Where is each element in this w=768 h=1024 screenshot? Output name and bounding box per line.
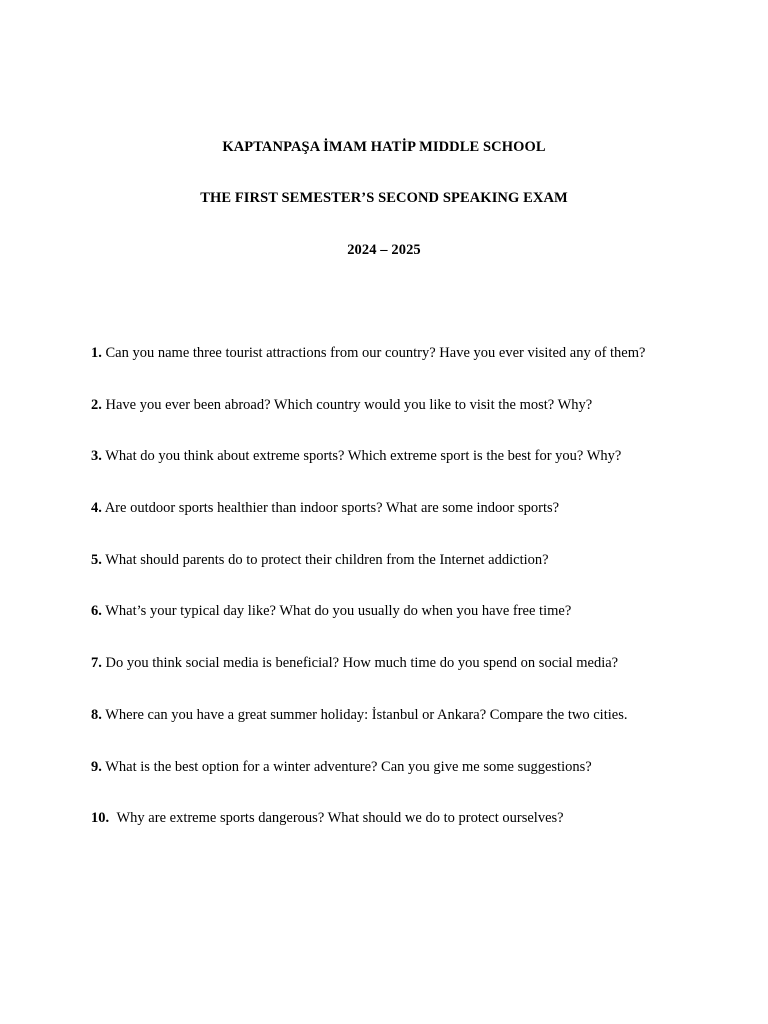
question-text: What should parents do to protect their children from the Internet addiction? <box>105 551 549 568</box>
question-item <box>91 706 751 758</box>
question-number: 10. <box>91 810 110 827</box>
question-item <box>91 809 751 861</box>
question-number: 4. <box>91 500 102 517</box>
school-title: KAPTANPAŞA İMAM HATİP MIDDLE SCHOOL <box>222 139 546 155</box>
question-list <box>91 344 751 861</box>
question-item <box>91 551 751 603</box>
question-item <box>91 344 751 396</box>
question-text: What’s your typical day like? What do you usually do when you have free time? <box>105 603 572 620</box>
question-item <box>91 602 751 654</box>
academic-year: 2024 – 2025 <box>347 242 421 258</box>
question-text: What do you think about extreme sports? Which extreme sport is the best for you? Why? <box>105 448 622 465</box>
question-item <box>91 447 751 499</box>
exam-title: THE FIRST SEMESTER’S SECOND SPEAKING EXAM <box>200 190 568 206</box>
question-number: 9. <box>91 758 102 775</box>
question-number: 5. <box>91 551 102 568</box>
question-item <box>91 758 751 810</box>
question-text: Why are extreme sports dangerous? What should we do to protect ourselves? <box>116 810 564 827</box>
question-item <box>91 654 751 706</box>
question-text: Are outdoor sports healthier than indoor sports? What are some indoor sports? <box>104 500 560 517</box>
question-number: 2. <box>91 396 102 413</box>
question-text: Can you name three tourist attractions from our country? Have you ever visited any of them? <box>105 345 646 361</box>
question-number: 3. <box>91 448 102 465</box>
question-text: What is the best option for a winter adventure? Can you give me some suggestions? <box>105 758 592 775</box>
question-number: 6. <box>91 603 102 620</box>
question-number: 7. <box>91 655 102 672</box>
question-text: Do you think social media is beneficial? How much time do you spend on social media? <box>105 655 619 672</box>
question-item <box>91 499 751 551</box>
question-text: Have you ever been abroad? Which country would you like to visit the most? Why? <box>105 396 593 413</box>
question-number: 1. <box>91 345 102 361</box>
question-number: 8. <box>91 706 102 723</box>
question-item <box>91 396 751 448</box>
question-text: Where can you have a great summer holiday: İstanbul or Ankara? Compare the two cities. <box>105 706 628 723</box>
